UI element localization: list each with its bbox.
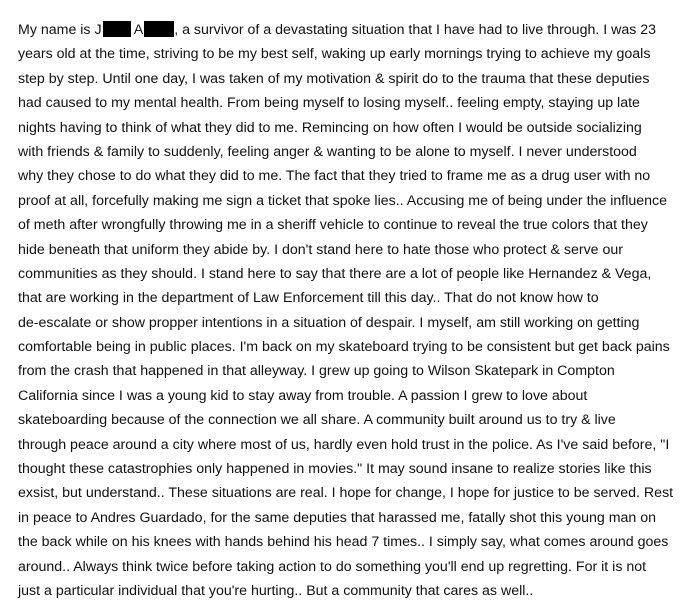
intro-prefix: My name is J [18, 22, 102, 38]
statement-line: communities as they should. I stand here to say that there are a lot of people like Hernandez & Vega, [18, 265, 652, 282]
statement-line: around.. Always think twice before taking action to do something you'll end up regretting. For it is not [18, 558, 647, 575]
statement-line: of meth after wrongfully throwing me in a sheriff vehicle to continue to reveal the true colors that they [18, 217, 648, 234]
statement-line: de-escalate or show propper intentions in a situation of despair. I myself, am still working on getting [18, 314, 640, 331]
statement-line: skateboarding because of the connection we all share. A community built around us to try & live [18, 412, 616, 429]
statement-line: why they chose to do what they did to me. The fact that they tried to frame me as a drug user with no [18, 168, 651, 185]
intro-middle: A [130, 22, 144, 38]
statement-line: proof at all, forcefully making me sign a ticket that spoke lies.. Accusing me of being under the influence [18, 192, 668, 209]
statement-line: thought these catastrophies only happened in movies." It may sound insane to realize stories like this [18, 461, 652, 478]
statement-line: from the crash that happened in that alleyway. I grew up going to Wilson Skatepark in Compton [18, 363, 615, 380]
statement-line: hide beneath that uniform they abide by. I don't stand here to hate those who protect & serve our [18, 241, 624, 258]
statement-document [18, 18, 688, 603]
statement-line: just a particular individual that you're hurting.. But a community that cares as well.. [18, 582, 534, 599]
redaction-box [103, 21, 131, 37]
statement-line: the back while on his knees with hands behind his head 7 times.. I simply say, what comes around goes [18, 534, 669, 551]
statement-line: step by step. Until one day, I was taken of my motivation & spirit do to the trauma that these deputies [18, 70, 650, 87]
statement-line: through peace around a city where most of us, hardly even hold trust in the police. As I've said before, "I [18, 436, 670, 453]
statement-line: comfortable being in public places. I'm back on my skateboard trying to be consistent but get back pains [18, 339, 670, 356]
redaction-box [144, 21, 174, 37]
statement-line: had caused to my mental health. From being myself to losing myself.. feeling empty, staying up late [18, 95, 640, 112]
intro-suffix: , a survivor of a devastating situation that I have had to live through. I was 23 [174, 22, 657, 38]
statement-line: years old at the time, striving to be my best self, waking up early mornings trying to achieve my goals [18, 46, 651, 63]
statement-line: in peace to Andres Guardado, for the same deputies that harassed me, fatally shot this young man on [18, 509, 657, 526]
statement-line: with friends & family to suddenly, feeling anger & wanting to be alone to myself. I never understood [18, 143, 637, 160]
statement-line: California since I was a young kid to stay away from trouble. A passion I grew to love about [18, 387, 588, 404]
statement-line: that are working in the department of Law Enforcement till this day.. That do not know how to [18, 290, 599, 307]
statement-line [18, 18, 688, 42]
statement-line: exsist, but understand.. These situations are real. I hope for change, I hope for justice to be served. Rest [18, 485, 674, 502]
statement-line: nights having to think of what they did to me. Remincing on how often I would be outside socializing [18, 119, 642, 136]
